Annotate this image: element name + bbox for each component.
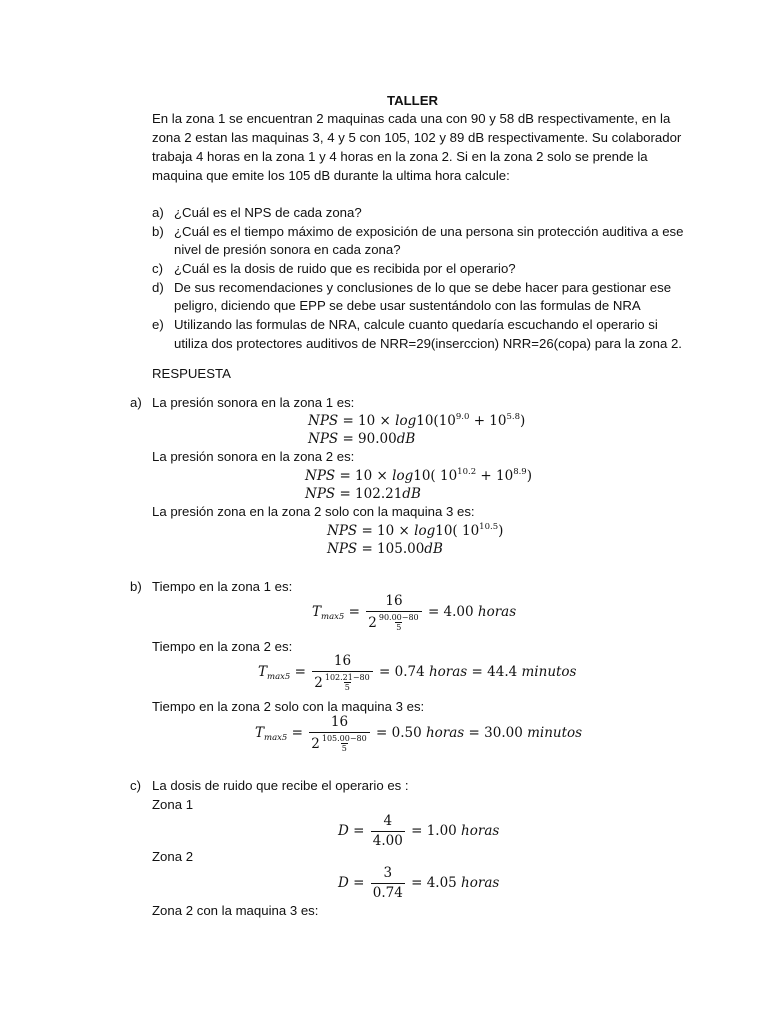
formula-fraction [371, 813, 405, 850]
formula-text: 10 [413, 468, 431, 484]
zone-label: Tiempo en la zona 2 solo con la maquina 3 es: [152, 699, 425, 714]
question-marker: d) [152, 280, 164, 295]
time-formula [255, 714, 582, 753]
fraction-numerator: 4 [383, 813, 393, 829]
formula-fraction [309, 714, 369, 753]
answer-heading: RESPUESTA [152, 366, 231, 381]
formula-lhs: NPS [327, 523, 358, 539]
formula-text: 10 [416, 413, 434, 429]
formula-lhs: NPS [327, 541, 358, 557]
formula-value: = 90.00 [342, 431, 397, 447]
formula-text: ( 10 [430, 468, 458, 484]
power-base: 2 [311, 736, 320, 752]
fraction-numerator: 16 [385, 593, 403, 609]
question-marker: e) [152, 317, 164, 332]
nps-result [327, 540, 443, 558]
zone-label: Tiempo en la zona 2 es: [152, 639, 293, 654]
question-text: peligro, diciendo que EPP se debe usar sustentándolo con las formulas de NRA [174, 298, 641, 313]
formula-fraction [312, 653, 372, 692]
fraction-denominator [312, 671, 372, 692]
dose-formula [338, 813, 499, 850]
formula-lhs: NPS [308, 413, 339, 429]
answer-marker: a) [130, 395, 142, 410]
question-text: nivel de presión sonora en cada zona? [174, 242, 401, 257]
formula-lhs: NPS [308, 431, 339, 447]
power-exponent [378, 613, 420, 632]
formula-text: 10 [435, 523, 453, 539]
zone-label: Tiempo en la zona 1 es: [152, 579, 293, 594]
formula-value: = 0.74 [379, 664, 429, 680]
zone-label: Zona 1 [152, 797, 194, 812]
nps-formula [327, 522, 503, 540]
question-marker: b) [152, 224, 164, 239]
fraction-denominator: 0.74 [372, 885, 403, 901]
formula-fraction [366, 593, 421, 632]
intro-line: maquina que emite los 105 dB durante la ultima hora calcule: [152, 168, 510, 183]
formula-unit: dB [396, 431, 416, 447]
zone-label: Zona 2 [152, 849, 194, 864]
formula-text: = 10 × [361, 523, 415, 539]
formula-exponent: 8.9 [513, 467, 527, 477]
formula-text: ) [526, 468, 532, 484]
power-base: 2 [314, 675, 323, 691]
exponent-denominator: 5 [344, 683, 350, 692]
formula-value: = 102.21 [339, 486, 403, 502]
formula-text: = 10 × [342, 413, 396, 429]
answer-marker: b) [130, 579, 142, 594]
formula-subscript: max5 [264, 733, 288, 743]
question-text: Utilizando las formulas de NRA, calcule cuanto quedaría escuchando el operario si [174, 317, 658, 332]
formula-exponent: 10.2 [457, 467, 477, 477]
power-base: 2 [368, 615, 377, 631]
formula-lhs: D [338, 875, 349, 891]
dose-label: La dosis de ruido que recibe el operario es : [152, 778, 409, 793]
question-text: ¿Cuál es la dosis de ruido que es recibida por el operario? [174, 261, 516, 276]
formula-subscript: max5 [267, 672, 291, 682]
zone-label: La presión sonora en la zona 1 es: [152, 395, 355, 410]
formula-unit: dB [402, 486, 421, 502]
formula-value: = 44.4 [467, 664, 522, 680]
formula-lhs: T [258, 664, 268, 680]
nps-formula [305, 467, 532, 485]
time-formula [312, 593, 516, 632]
formula-text: = [294, 664, 306, 680]
fraction-numerator: 16 [333, 653, 352, 669]
fraction-denominator [366, 611, 421, 632]
formula-text: (10 [433, 413, 456, 429]
formula-exponent: 9.0 [455, 412, 470, 422]
formula-unit: horas [425, 725, 465, 741]
exponent-denominator: 5 [341, 744, 347, 753]
exponent-numerator: 90.00−80 [378, 613, 419, 622]
formula-lhs: D [338, 823, 349, 839]
formula-unit: horas [461, 823, 500, 839]
formula-unit: horas [461, 875, 500, 891]
power-exponent [324, 673, 371, 692]
fraction-numerator: 3 [383, 865, 393, 881]
answer-marker: c) [130, 778, 141, 793]
formula-text: ) [520, 413, 526, 429]
formula-value: = 105.00 [361, 541, 425, 557]
power-exponent [321, 734, 368, 753]
exponent-denominator: 5 [396, 623, 402, 632]
formula-subscript: max5 [321, 612, 345, 622]
fraction-numerator: 16 [330, 714, 349, 730]
formula-unit: minutos [521, 664, 577, 680]
dose-formula [338, 865, 499, 902]
formula-exponent: 10.5 [479, 522, 499, 532]
formula-log: log [414, 523, 436, 539]
time-formula [258, 653, 577, 692]
formula-fraction [371, 865, 405, 902]
zone-label: Zona 2 con la maquina 3 es: [152, 903, 319, 918]
nps-result [305, 485, 421, 503]
formula-log: log [392, 468, 414, 484]
formula-exponent: 5.8 [506, 412, 521, 422]
document-title: TALLER [387, 93, 439, 108]
formula-value: = 4.00 [427, 604, 478, 620]
zone-label: La presión zona en la zona 2 solo con la maquina 3 es: [152, 504, 475, 519]
formula-lhs: NPS [305, 468, 336, 484]
formula-value: = 0.50 [376, 725, 426, 741]
formula-value: = 30.00 [464, 725, 528, 741]
question-text: utiliza dos protectores auditivos de NRR=29(inserccion) NRR=26(copa) para la zona 2. [174, 336, 682, 351]
formula-value: = 1.00 [411, 823, 462, 839]
intro-line: trabaja 4 horas en la zona 1 y 4 horas en la zona 2. Si en la zona 2 solo se prende la [152, 149, 648, 164]
formula-lhs: T [312, 604, 322, 620]
question-marker: a) [152, 205, 164, 220]
formula-text: ( 10 [452, 523, 480, 539]
formula-text: = [353, 875, 365, 891]
formula-text: ) [498, 523, 504, 539]
formula-text: = 10 × [339, 468, 393, 484]
formula-value: = 4.05 [411, 875, 462, 891]
question-text: ¿Cuál es el NPS de cada zona? [174, 205, 362, 220]
exponent-numerator: 102.21−80 [324, 673, 370, 682]
formula-text: = [348, 604, 360, 620]
intro-line: En la zona 1 se encuentran 2 maquinas cada una con 90 y 58 dB respectivamente, en la [152, 111, 671, 126]
formula-unit: horas [428, 664, 468, 680]
formula-lhs: NPS [305, 486, 336, 502]
formula-unit: dB [424, 541, 443, 557]
nps-result [308, 430, 415, 448]
intro-line: zona 2 estan las maquinas 3, 4 y 5 con 105, 102 y 89 dB respectivamente. Su colaborador [152, 130, 682, 145]
formula-lhs: T [255, 725, 265, 741]
formula-unit: horas [477, 604, 517, 620]
formula-text: = [291, 725, 303, 741]
question-marker: c) [152, 261, 163, 276]
formula-text: = [353, 823, 365, 839]
exponent-numerator: 105.00−80 [321, 734, 367, 743]
nps-formula [308, 412, 525, 430]
formula-log: log [395, 413, 417, 429]
question-text: ¿Cuál es el tiempo máximo de exposición de una persona sin protección auditiva a ese [174, 224, 684, 239]
fraction-denominator: 4.00 [372, 833, 403, 849]
formula-unit: minutos [527, 725, 583, 741]
fraction-denominator [309, 732, 369, 753]
zone-label: La presión sonora en la zona 2 es: [152, 449, 355, 464]
formula-text: + 10 [469, 413, 507, 429]
question-text: De sus recomendaciones y conclusiones de lo que se debe hacer para gestionar ese [174, 280, 672, 295]
formula-text: + 10 [476, 468, 514, 484]
